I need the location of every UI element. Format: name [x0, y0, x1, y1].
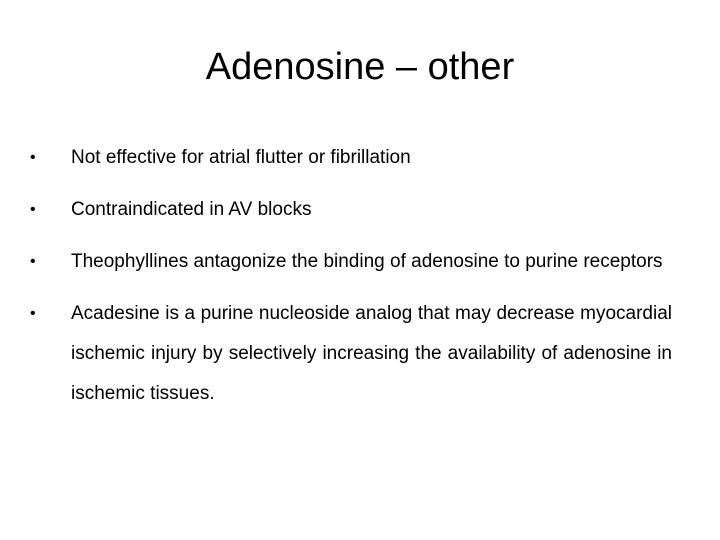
slide-title: Adenosine – other — [205, 46, 515, 88]
bullet-item — [30, 294, 672, 414]
bullet-text: Not effective for atrial flutter or fibrillation — [71, 147, 411, 168]
bullet-marker: • — [30, 149, 36, 166]
bullet-marker: • — [30, 305, 36, 322]
bullet-list — [30, 138, 672, 426]
bullet-text: Theophyllines antagonize the binding of adenosine to purine receptors — [71, 251, 663, 272]
bullet-marker: • — [30, 253, 36, 270]
bullet-item — [30, 242, 672, 282]
bullet-text: Acadesine is a purine nucleoside analog that may decrease myocardial ischemic injury by selectively increasing the availability of adenosine in ischemic tissues. — [71, 303, 672, 404]
bullet-item — [30, 138, 672, 178]
bullet-item — [30, 190, 672, 230]
bullet-text: Contraindicated in AV blocks — [71, 199, 312, 220]
bullet-marker: • — [30, 201, 36, 218]
